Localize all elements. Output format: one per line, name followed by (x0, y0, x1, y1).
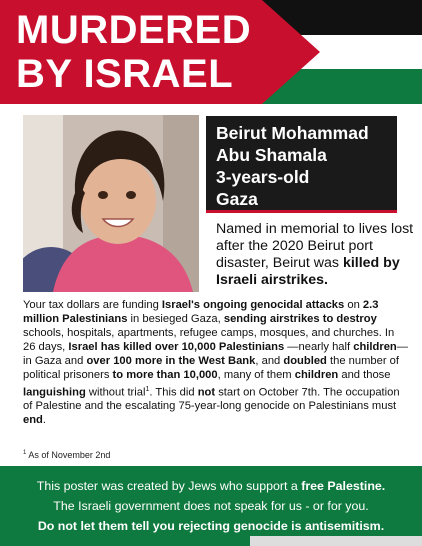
victim-name-line-1: Beirut Mohammad (216, 123, 369, 143)
memorial-text-start: Named in memorial to lives lost after the 2020 Beirut port disaster, Beirut was (216, 221, 414, 271)
title-line-1: MURDERED (16, 8, 252, 52)
memorial-text-bold: killed by Israeli airstrikes. (216, 255, 400, 288)
footnote-text: As of November 2nd (26, 450, 111, 460)
child-portrait-photo-icon (23, 115, 199, 292)
memorial-text (216, 221, 416, 289)
victim-location: Gaza (216, 189, 258, 209)
body-paragraph: Your tax dollars are funding Israel's ongoing genocidal attacks on 2.3 million Palestinians in besieged Gaza, sending airstrikes to destroy schools, hospitals, apartments, refugee camps, mosques, and churches. In 26 days, Israel has killed over 10,000 Palestinians —nearly half children— in Gaza and over 100 more in the West Bank, and doubled the number of political prisoners to more than 10,000, many of them children and those languishing without trial$^1$. This did not start on October 7th. The occupation of Palestine and the escalating 75-year-long genocide on Palestinians must end. (23, 299, 408, 427)
bottom-edge-shadow (250, 536, 422, 546)
footer-line-2: The Israeli government does not speak for us - or for you. (53, 499, 369, 513)
footer-line-1: This poster was created by Jews who support a free Palestine. (36, 479, 386, 493)
poster-title (16, 8, 251, 96)
poster-header (0, 0, 422, 104)
title-line-2: BY ISRAEL (16, 52, 234, 96)
victim-name-line-2: Abu Shamala (216, 145, 327, 165)
victim-age: 3-years-old (216, 167, 310, 187)
victim-photo (23, 115, 199, 292)
poster-footer (0, 466, 422, 546)
footnote (23, 450, 110, 460)
footer-line-3: Do not let them tell you rejecting genocide is antisemitism. (37, 519, 385, 533)
victim-name-box (206, 116, 397, 213)
footnote-mark: 1 (23, 450, 27, 456)
